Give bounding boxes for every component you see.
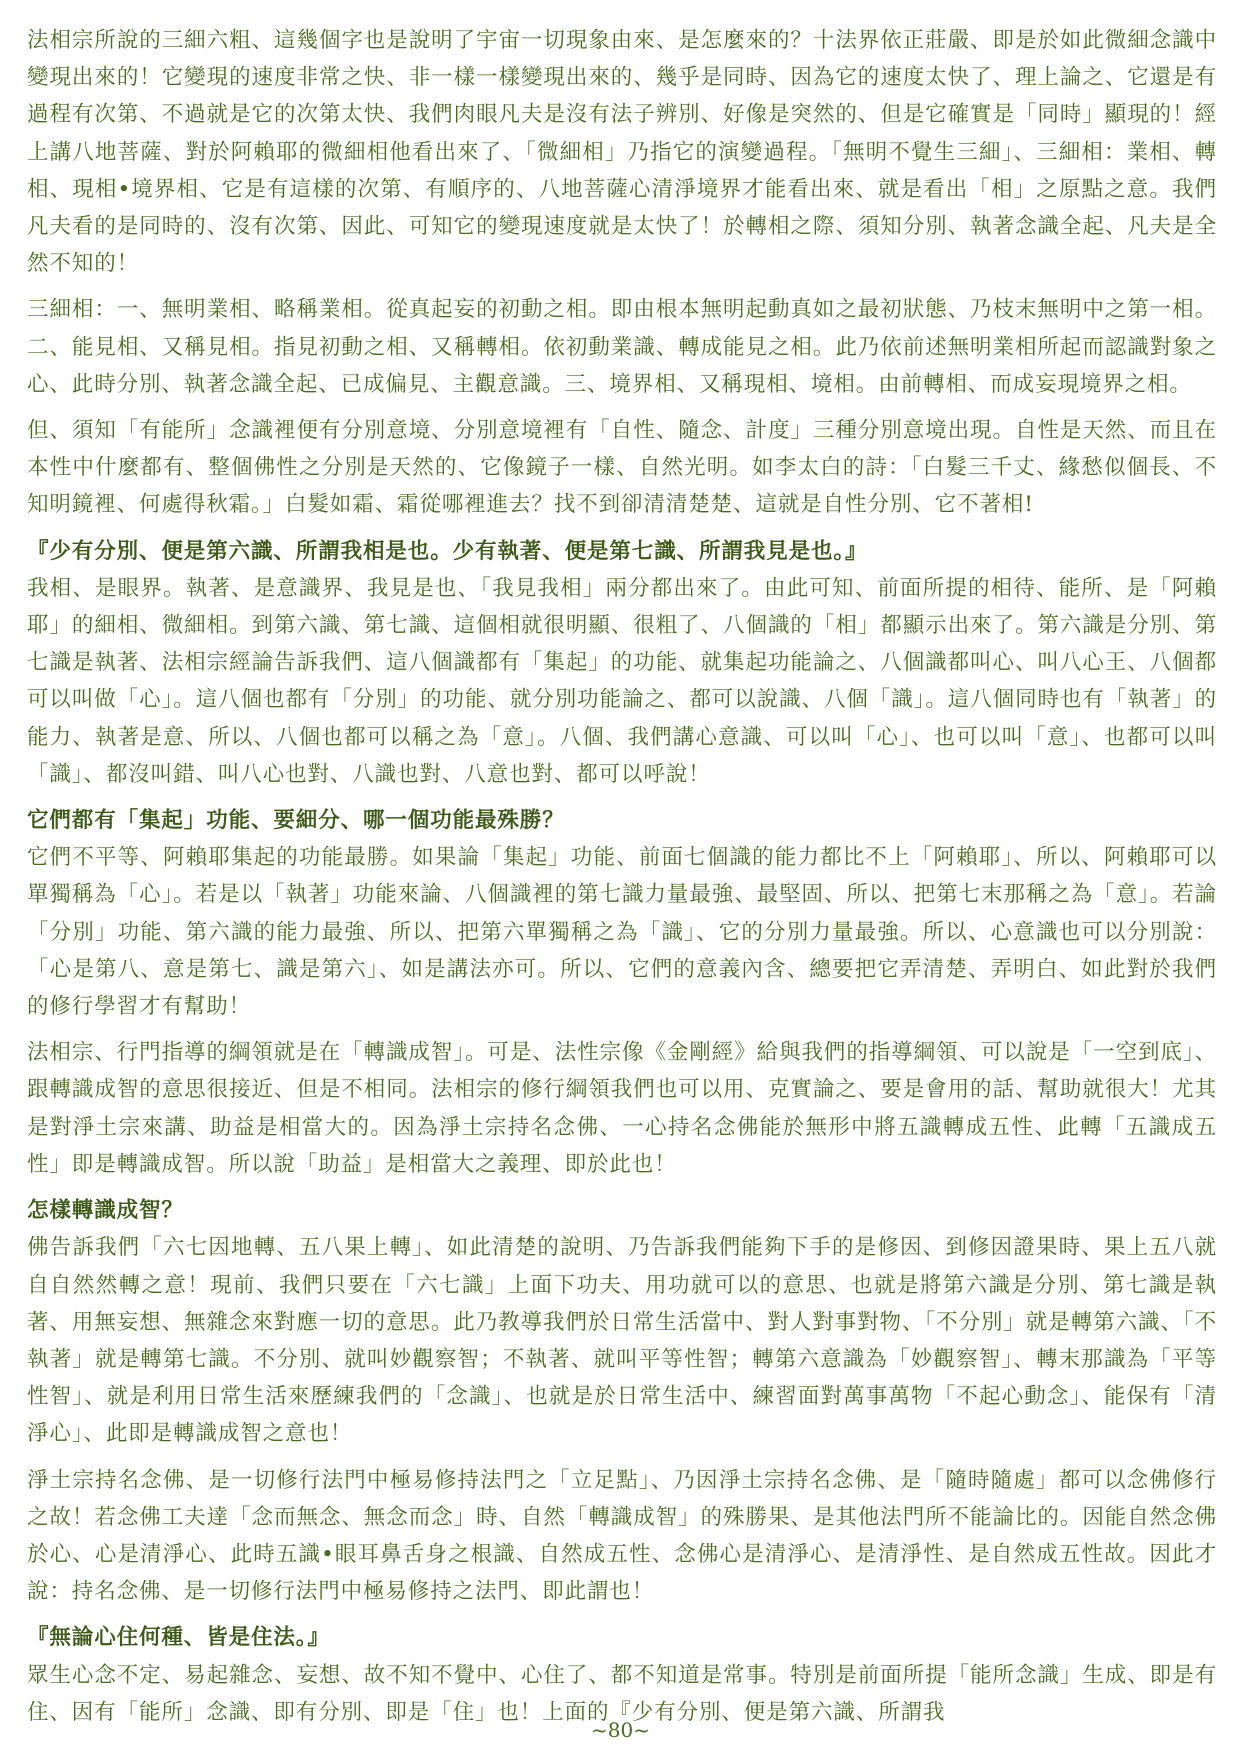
paragraph-six-seven-cause: 佛告訴我們「六七因地轉、五八果上轉」、如此清楚的說明、乃告訴我們能夠下手的是修因、到修因證果時、果上五八就自自然然轉之意！現前、我們只要在「六七識」上面下功夫、用功就可以的意思、也就是將第六識是分別、第七識是執著、用無妄想、無雜念來對應一切的意思。此乃教導我們於日常生活當中、對人對事對物、「不分別」就是轉第六識、「不執著」就是轉第七識。不分別、就叫妙觀察智；不執著、就叫平等性智；轉第六意識為「妙觀察智」、轉末那識為「平等性智」、就是利用日常生活來歷練我們的「念識」、也就是於日常生活中、練習面對萬事萬物「不起心動念」、能保有「清淨心」、此即是轉識成智之意也！ — [27, 1235, 1217, 1447]
paragraph-eight-consciousnesses: 我相、是眼界。執著、是意識界、我見是也、「我見我相」兩分都出來了。由此可知、前面所提的相待、能所、是「阿賴耶」的細相、微細相。到第六識、第七識、這個相就很明顯、很粗了、八個識的「相」都顯示出來了。第六識是分別、第七識是執著、法相宗經論告訴我們、這八個識都有「集起」的功能、就集起功能論之、八個識都叫心、叫八心王、八個都可以叫做「心」。這八個也都有「分別」的功能、就分別功能論之、都可以說識、八個「識」。這八個同時也有「執著」的能力、執著是意、所以、八個也都可以稱之為「意」。八個、我們講心意識、可以叫「心」、也可以叫「意」、也都可以叫「識」、都沒叫錯、叫八心也對、八識也對、八意也對、都可以呼說！ — [27, 575, 1217, 787]
heading-sixth-seventh-consciousness: 『少有分別、便是第六識、所謂我相是也。少有執著、便是第七識、所謂我見是也。』 — [27, 538, 868, 564]
page-number: ~80~ — [591, 1718, 650, 1742]
paragraph-unsettled-mind: 眾生心念不定、易起雜念、妄想、故不知不覺中、心住了、都不知道是常事。特別是前面所提「能所念識」生成、即是有住、因有「能所」念識、即有分別、即是「住」也！上面的『少有分別、便是第六識、所謂我 — [27, 1662, 1217, 1725]
document-body — [27, 22, 1217, 1740]
heading-abiding-mind: 『無論心住何種、皆是住法。』 — [27, 1625, 330, 1651]
paragraph-discrimination-types: 但、須知「有能所」念識裡便有分別意境、分別意境裡有「自性、隨念、計度」三種分別意境出現。自性是天然、而且在本性中什麼都有、整個佛性之分別是天然的、它像鏡子一樣、自然光明。如李太白的詩：「白髮三千丈、緣愁似個長、不知明鏡裡、何處得秋霜。」白髮如霜、霜從哪裡進去？找不到卻清清楚楚、這就是自性分別、它不著相! — [27, 418, 1217, 518]
paragraph-three-subtle-aspects: 三細相：一、無明業相、略稱業相。從真起妄的初動之相。即由根本無明起動真如之最初狀態、乃枝末無明中之第一相。二、能見相、又稱見相。指見初動之相、又稱轉相。依初動業識、轉成能見之相。此乃依前述無明業相所起而認識對象之心、此時分別、執著念識全起、已成偏見、主觀意識。三、境界相、又稱現相、境相。由前轉相、而成妄現境界之相。 — [27, 297, 1217, 397]
paragraph-function-comparison: 它們不平等、阿賴耶集起的功能最勝。如果論「集起」功能、前面七個識的能力都比不上「阿賴耶」、所以、阿賴耶可以單獨稱為「心」。若是以「執著」功能來論、八個識裡的第七識力量最強、最堅固、所以、把第七末那稱之為「意」。若論「分別」功能、第六識的能力最強、所以、把第六單獨稱之為「識」、它的分別力量最強。所以、心意識也可以分別說：「心是第八、意是第七、識是第六」、如是講法亦可。所以、它們的意義內含、總要把它弄清楚、弄明白、如此對於我們的修行學習才有幫助！ — [27, 845, 1217, 1020]
heading-gathering-function: 它們都有「集起」功能、要細分、哪一個功能最殊勝？ — [27, 808, 565, 834]
paragraph-transforming-consciousness: 法相宗、行門指導的綱領就是在「轉識成智」。可是、法性宗像《金剛經》給與我們的指導綱領、可以說是「一空到底」、跟轉識成智的意思很接近、但是不相同。法相宗的修行綱領我們也可以用、克實論之、要是會用的話、幫助就很大！尤其是對淨土宗來講、助益是相當大的。因為淨土宗持名念佛、一心持名念佛能於無形中將五識轉成五性、此轉「五識成五性」即是轉識成智。所以說「助益」是相當大之義理、即於此也！ — [27, 1040, 1217, 1177]
paragraph-pure-land-recitation: 淨土宗持名念佛、是一切修行法門中極易修持法門之「立足點」、乃因淨土宗持名念佛、是「隨時隨處」都可以念佛修行之故！若念佛工夫達「念而無念、無念而念」時、自然「轉識成智」的殊勝果、是其他法門所不能論比的。因能自然念佛於心、心是清淨心、此時五識•眼耳鼻舌身之根識、自然成五性、念佛心是清淨心、是清淨性、是自然成五性故。因此才說：持名念佛、是一切修行法門中極易修持之法門、即此謂也！ — [27, 1467, 1217, 1605]
paragraph-three-subtle-six-coarse: 法相宗所說的三細六粗、這幾個字也是說明了宇宙一切現象由來、是怎麼來的？十法界依正莊嚴、即是於如此微細念識中變現出來的！它變現的速度非常之快、非一樣一樣變現出來的、幾乎是同時、因為它的速度太快了、理上論之、它還是有過程有次第、不過就是它的次第太快、我們肉眼凡夫是沒有法子辨別、好像是突然的、但是它確實是「同時」顯現的！經上講八地菩薩、對於阿賴耶的微細相他看出來了、「微細相」乃指它的演變過程。「無明不覺生三細」、三細相：業相、轉相、現相•境界相、它是有這樣的次第、有順序的、八地菩薩心清淨境界才能看出來、就是看出「相」之原點之意。我們凡夫看的是同時的、沒有次第、因此、可知它的變現速度就是太快了！於轉相之際、須知分別、執著念識全起、凡夫是全然不知的！ — [27, 28, 1217, 277]
heading-how-to-transform: 怎樣轉識成智？ — [27, 1198, 184, 1224]
